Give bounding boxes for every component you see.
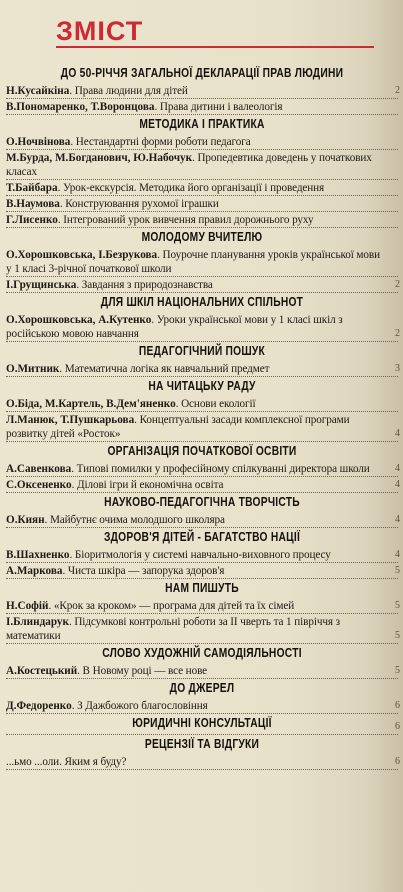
toc-entry	[6, 564, 398, 579]
toc-section	[6, 646, 398, 679]
entry-page-number: 3	[395, 363, 400, 374]
toc-entry	[6, 278, 398, 293]
entry-authors: В.Наумова	[6, 198, 60, 210]
entry-title: . Права дитини і валеологія	[154, 101, 283, 113]
section-heading: НАУКОВО-ПЕДАГОГІЧНА ТВОРЧІСТЬ	[104, 495, 300, 509]
entry-title: . Урок-екскурсія. Методика його організації і проведення	[57, 182, 325, 194]
toc-entry	[6, 413, 398, 442]
entry-authors: В.Шахненко	[6, 549, 70, 561]
entry-title: . Математична логіка як навчальний предмет	[59, 363, 270, 375]
entry-title: ...ьмо ...оли. Яким я буду?	[6, 756, 127, 768]
entry-page-number: 4	[395, 463, 400, 474]
toc-entry	[6, 462, 398, 477]
entry-authors: Г.Лисенко	[6, 214, 58, 226]
section-heading: ЗДОРОВ'Я ДІТЕЙ - БАГАТСТВО НАЦІЇ	[103, 530, 301, 544]
entry-page-number: 5	[395, 630, 400, 641]
toc-section	[6, 581, 398, 644]
toc-entry	[6, 755, 398, 770]
entry-title: . Ділові ігри й економічна освіта	[71, 479, 224, 491]
entry-title: . «Крок за кроком» — програма для дітей та їх сімей	[48, 600, 295, 612]
entry-authors: О.Біда, М.Картель, В.Дем'яненко	[6, 398, 176, 410]
entry-page-number: 4	[395, 479, 400, 490]
entry-title: . З Дажбожого благословіння	[71, 700, 208, 712]
entry-page-number: 2	[395, 328, 400, 339]
toc-entry	[6, 248, 398, 277]
toc-entry	[6, 397, 398, 412]
entry-page-number: 6	[395, 700, 400, 711]
title-rule	[56, 46, 374, 48]
entry-page-number: 4	[395, 428, 400, 439]
entry-title: . Майбутнє очима молодшого школяра	[44, 514, 225, 526]
entry-title: . Конструювання рухомої іграшки	[59, 198, 219, 210]
entry-authors: А.Костецький	[6, 665, 78, 677]
entry-page-number: 2	[395, 85, 400, 96]
toc-entry	[6, 599, 398, 614]
entry-page-number: 4	[395, 549, 400, 560]
entry-authors: О.Киян	[6, 514, 45, 526]
table-of-contents	[6, 64, 398, 771]
entry-title: . Пропедевтика доведень у початкових класах	[6, 152, 372, 178]
toc-section	[6, 716, 398, 735]
toc-entry	[6, 513, 398, 528]
toc-section	[6, 230, 398, 293]
toc-entry	[6, 615, 398, 644]
section-heading: ДО ДЖЕРЕЛ	[169, 681, 235, 695]
toc-entry	[6, 478, 398, 493]
toc-entry	[6, 151, 398, 180]
entry-title: . Концептуальні засади комплексної програми розвитку дітей «Росток»	[6, 414, 350, 440]
section-heading: НАМ ПИШУТЬ	[165, 581, 239, 595]
entry-page-number: 4	[395, 514, 400, 525]
entry-title: . Уроки української мови у 1 класі шкіл з російською мовою навчання	[6, 314, 343, 340]
entry-page-number: 5	[395, 600, 400, 611]
section-heading: ПЕДАГОГІЧНИЙ ПОШУК	[138, 344, 266, 358]
entry-page-number: 2	[395, 279, 400, 290]
section-heading: ДО 50-РІЧЧЯ ЗАГАЛЬНОЇ ДЕКЛАРАЦІЇ ПРАВ ЛЮДИНИ	[60, 66, 344, 80]
entry-page-number: 5	[395, 665, 400, 676]
toc-entry	[6, 362, 398, 377]
toc-section	[6, 530, 398, 579]
entry-title: . Права людини для дітей	[69, 85, 188, 97]
entry-title: . Нестандартні форми роботи педагога	[70, 136, 251, 148]
entry-authors: М.Бурда, М.Богданович, Ю.Набочук	[6, 152, 193, 164]
entry-title: . Біоритмологія у системі навчально-виховного процесу	[69, 549, 331, 561]
entry-page-number: 6	[395, 756, 400, 767]
entry-authors: Л.Манюк, Т.Пушкарьова	[6, 414, 135, 426]
toc-entry	[6, 84, 398, 99]
entry-title: . Типові помилки у професійному спілкуванні директора школи	[71, 463, 370, 475]
toc-entry	[6, 100, 398, 115]
entry-authors: Н.Кусайкіна	[6, 85, 70, 97]
toc-section	[6, 379, 398, 442]
entry-authors: О.Хорошковська, А.Кутенко	[6, 314, 152, 326]
entry-page-number: 6	[395, 721, 400, 732]
entry-authors: А.Маркова	[6, 565, 63, 577]
section-heading: НА ЧИТАЦЬКУ РАДУ	[148, 379, 256, 393]
toc-section	[6, 66, 398, 115]
entry-authors: С.Оксененко	[6, 479, 72, 491]
toc-section	[6, 681, 398, 714]
toc-section	[6, 117, 398, 228]
toc-entry	[6, 135, 398, 150]
toc-section	[6, 495, 398, 528]
entry-authors: Т.Байбара	[6, 182, 58, 194]
section-heading: ОРГАНІЗАЦІЯ ПОЧАТКОВОЇ ОСВІТИ	[107, 444, 297, 458]
entry-authors: Н.Софій	[6, 600, 49, 612]
entry-authors: О.Хорошковська, І.Безрукова	[6, 249, 158, 261]
entry-title: . Основи екології	[175, 398, 256, 410]
toc-entry	[6, 197, 398, 212]
toc-section	[6, 344, 398, 377]
entry-title: . Інтегрований урок вивчення правил дорожнього руху	[57, 214, 314, 226]
entry-authors: В.Пономаренко, Т.Воронцова	[6, 101, 155, 113]
entry-title: . Підсумкові контрольні роботи за II чверть та 1 півріччя з математики	[6, 616, 340, 642]
entry-authors: О.Ночвінова	[6, 136, 71, 148]
section-heading: РЕЦЕНЗІЇ ТА ВІДГУКИ	[144, 737, 260, 751]
entry-authors: І.Грущинська	[6, 279, 77, 291]
entry-authors: І.Блиндарук	[6, 616, 69, 628]
toc-entry	[6, 699, 398, 714]
entry-title: . Завдання з природознавства	[76, 279, 213, 291]
toc-entry	[6, 313, 398, 342]
entry-title: . Чиста шкіра — запорука здоров'я	[62, 565, 225, 577]
section-heading: МОЛОДОМУ ВЧИТЕЛЮ	[141, 230, 263, 244]
section-heading: СЛОВО ХУДОЖНІЙ САМОДІЯЛЬНОСТІ	[102, 646, 302, 660]
toc-section	[6, 295, 398, 342]
entry-title: . Поурочне планування уроків української мови у 1 класі 3-річної початкової школи	[6, 249, 380, 275]
entry-title: . В Новому році — все нове	[77, 665, 208, 677]
section-heading: МЕТОДИКА І ПРАКТИКА	[139, 117, 265, 131]
toc-entry	[6, 213, 398, 228]
toc-section	[6, 737, 398, 770]
toc-entry	[6, 548, 398, 563]
toc-section	[6, 444, 398, 493]
section-heading: ЮРИДИЧНІ КОНСУЛЬТАЦІЇ	[132, 716, 272, 730]
entry-authors: Д.Федоренко	[6, 700, 72, 712]
entry-page-number: 5	[395, 565, 400, 576]
toc-entry	[6, 664, 398, 679]
section-heading: ДЛЯ ШКІЛ НАЦІОНАЛЬНИХ СПІЛЬНОТ	[100, 295, 304, 309]
entry-authors: А.Савенкова	[6, 463, 72, 475]
entry-authors: О.Митник	[6, 363, 60, 375]
page-title: ЗМІСТ	[56, 16, 144, 46]
toc-entry	[6, 181, 398, 196]
